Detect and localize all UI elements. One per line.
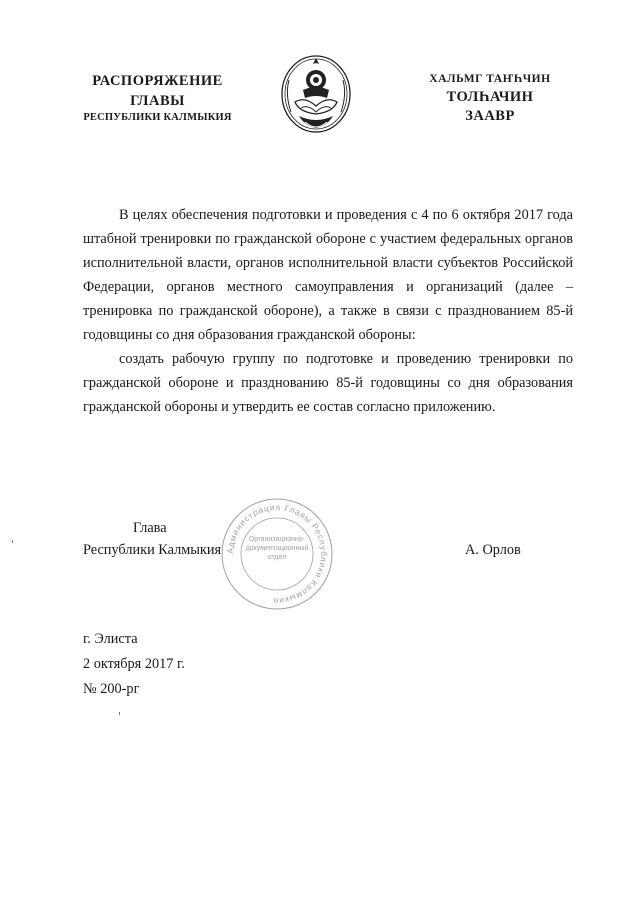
footer-date: 2 октября 2017 г. <box>83 656 185 672</box>
footer-city: г. Элиста <box>83 631 138 647</box>
header-left-block <box>70 72 245 125</box>
body-paragraph-2: создать рабочую группу по подготовке и проведению тренировки по гражданской обороне и празднованию 85-й годовщины со дня образования гражданской обороны и утвердить ее состав согласно приложению. <box>83 351 573 415</box>
stamp-ring-text: Администрация Главы Республики Калмыкия <box>224 501 330 607</box>
header-right-subtitle: ТОЛҺАЧИН <box>446 88 534 105</box>
header-left-subtitle: ГЛАВЫ <box>130 92 185 109</box>
signature-title-line-1: Глава <box>133 520 167 536</box>
header-left-title: РАСПОРЯЖЕНИЕ <box>92 73 223 89</box>
scan-speck <box>119 712 120 715</box>
stamp-center-text: Организационно-документационный отдел <box>245 536 309 562</box>
header-right-block <box>405 72 575 127</box>
header-right-title: ХАЛЬМГ ТАҤҺЧИН <box>429 73 551 85</box>
signature-title-line-2: Республики Калмыкия <box>83 542 222 558</box>
header-left-region: РЕСПУБЛИКИ КАЛМЫКИЯ <box>83 112 232 124</box>
document-footer <box>83 627 185 702</box>
scan-speck <box>12 540 13 543</box>
header-right-caption: ЗААВР <box>465 108 515 125</box>
footer-number: № 200-рг <box>83 681 140 697</box>
body-paragraph-1: В целях обеспечения подготовки и проведения с 4 по 6 октября 2017 года штабной тренировки по гражданской обороне с участием федеральных органов исполнительной власти, органов исполнительной власти субъектов Российской Федерации, органов местного самоуправления и организаций (далее – тренировка по гражданской обороне), а также в связи с празднованием 85-й годовщины со дня образования гражданской обороны: <box>83 207 573 343</box>
emblem-icon <box>275 50 357 140</box>
stamp-seal <box>218 495 336 613</box>
document-body <box>83 203 573 419</box>
signature-name: А. Орлов <box>465 542 521 558</box>
